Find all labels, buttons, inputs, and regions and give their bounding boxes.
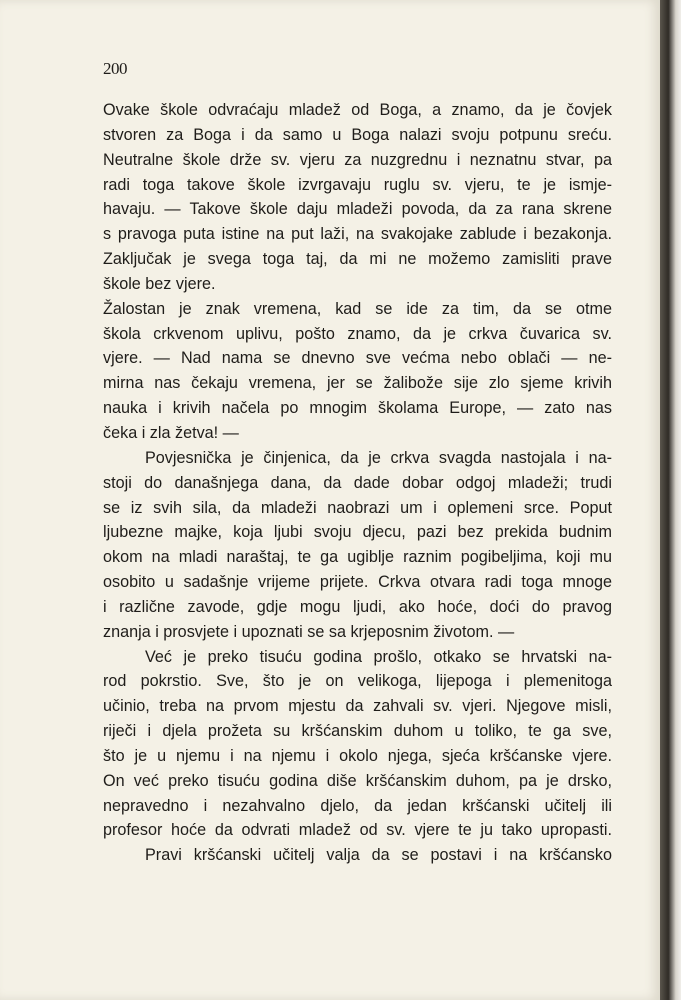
- text-line: što je u njemu i na njemu i okolo njega, sjeća kršćanske vjere.: [103, 746, 612, 765]
- text-line: riječi i djela prožeta su kršćanskim duhom u toliko, te ga sve,: [103, 722, 612, 741]
- text-line: Povjesnička je činjenica, da je crkva svagda nastojala i na-: [145, 448, 612, 467]
- text-line: mirna nas čekaju vremena, jer se žalibože sije zlo sjeme krivih: [103, 374, 612, 393]
- text-line: se iz svih sila, da mladeži naobrazi um i oplemeni srce. Poput: [103, 498, 612, 517]
- text-line: osobito u sadašnje vrijeme prijete. Crkva otvara radi toga mnoge: [103, 573, 612, 592]
- text-line: Ovake škole odvraćaju mladež od Boga, a znamo, da je čovjek: [103, 101, 612, 119]
- text-line: nepravedno i nezahvalno djelo, da jedan kršćanski učitelj ili: [103, 796, 612, 815]
- text-line: Već je preko tisuću godina prošlo, otkako se hrvatski na-: [145, 647, 612, 666]
- text-line: znanja i prosvjete i upoznati se sa krjeposnim životom. —: [103, 622, 515, 641]
- text-line: okom na mladi naraštaj, te ga ugiblje raznim pogibeljima, koji mu: [103, 548, 612, 567]
- text-line: stvoren za Boga i da samo u Boga nalazi svoju potpunu sreću.: [103, 125, 612, 144]
- text-line: vjere. — Nad nama se dnevno sve većma nebo oblači — ne-: [103, 349, 612, 368]
- body-text: [103, 98, 612, 868]
- text-line: škole bez vjere.: [103, 274, 216, 293]
- text-line: ljubezne majke, koja ljubi svoju djecu, pazi bez prekida budnim: [103, 523, 612, 542]
- text-line: stoji do današnjega dana, da dade dobar odgoj mladeži; trudi: [103, 473, 612, 492]
- text-line: Zaključak je svega toga taj, da mi ne možemo zamisliti prave: [103, 250, 612, 269]
- text-line: čeka i zla žetva! —: [103, 423, 239, 442]
- text-line: rod pokrstio. Sve, što je on velikoga, lijepoga i plemenitoga: [103, 672, 612, 691]
- book-spine: [660, 0, 681, 1000]
- text-line: radi toga takove škole izvrgavaju ruglu sv. vjeru, te je ismje-: [103, 175, 612, 194]
- text-line: i različne zavode, gdje mogu ljudi, ako hoće, doći do pravog: [103, 597, 612, 616]
- text-line: profesor hoće da odvrati mladež od sv. vjere te ju tako upropasti.: [103, 821, 612, 840]
- text-line: Pravi kršćanski učitelj valja da se postavi i na kršćansko: [145, 846, 612, 865]
- text-line: s pravoga puta istine na put laži, na svakojake zablude i bezakonja.: [103, 225, 612, 244]
- text-line: škola crkvenom uplivu, pošto znamo, da je crkva čuvarica sv.: [103, 324, 612, 343]
- text-line: Žalostan je znak vremena, kad se ide za tim, da se otme: [103, 299, 612, 318]
- text-line: Neutralne škole drže sv. vjeru za nuzgrednu i neznatnu stvar, pa: [103, 150, 612, 169]
- text-line: nauka i krivih načela po mnogim školama Europe, — zato nas: [103, 399, 612, 418]
- text-line: havaju. — Takove škole daju mladeži povoda, da za rana skrene: [103, 200, 612, 219]
- text-line: On već preko tisuću godina diše kršćanskim duhom, pa je drsko,: [103, 771, 612, 790]
- page-number: 200: [103, 59, 127, 78]
- text-line: učinio, treba na prvom mjestu da zahvali sv. vjeri. Njegove misli,: [103, 697, 612, 716]
